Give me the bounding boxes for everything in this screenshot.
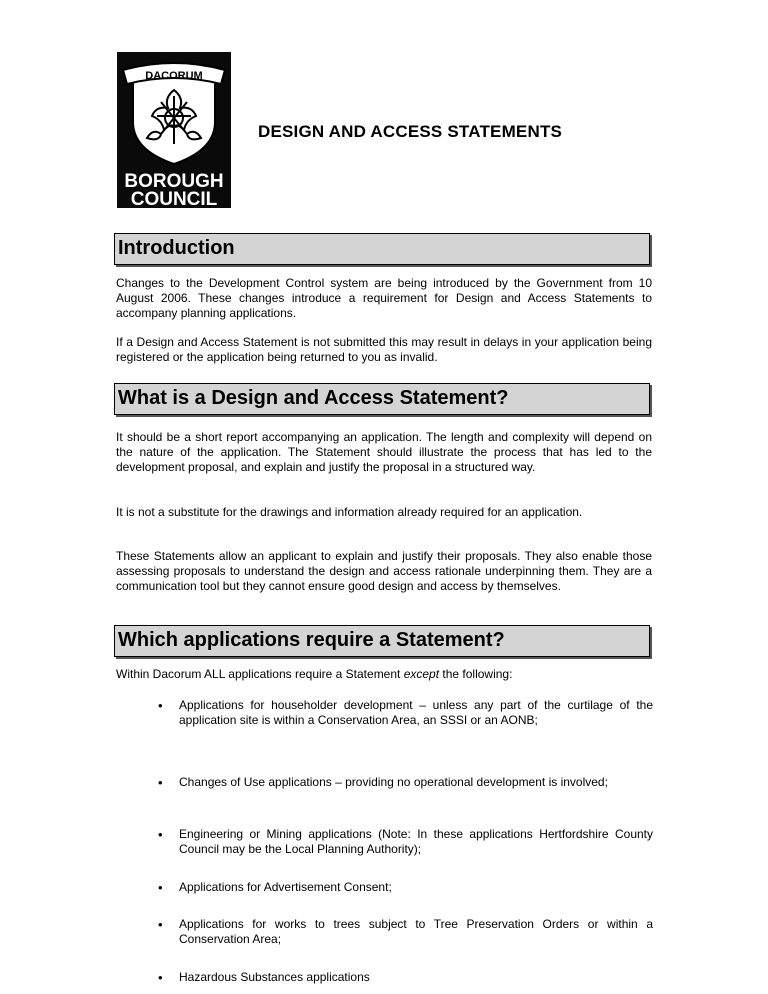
bullet-icon: • bbox=[158, 970, 163, 985]
paragraph: If a Design and Access Statement is not submitted this may result in delays in your application being registered or the application being returned to you as invalid. bbox=[116, 335, 652, 364]
bullet-icon: • bbox=[158, 827, 163, 842]
logo-line-borough: BOROUGH bbox=[124, 171, 224, 192]
bullet-icon: • bbox=[158, 917, 163, 932]
intro-text: the following: bbox=[439, 667, 513, 681]
list-item-text: Changes of Use applications – providing no operational development is involved; bbox=[179, 775, 608, 789]
logo-banner-text: DACORUM bbox=[145, 70, 203, 82]
intro-emphasis: except bbox=[403, 667, 440, 681]
paragraph-intro bbox=[116, 667, 652, 682]
section-heading-text: Which applications require a Statement? bbox=[118, 629, 505, 651]
bullet-icon: • bbox=[158, 775, 163, 790]
paragraph: It should be a short report accompanying an application. The length and complexity will depend on the nature of the application. The Statement should illustrate the process that has led to the development proposal, and explain and justify the proposal in a structured way. bbox=[116, 430, 652, 474]
list-item-text: Hazardous Substances applications bbox=[179, 970, 370, 984]
intro-text: Within Dacorum ALL applications require a Statement bbox=[116, 667, 404, 681]
section-heading-what-is-statement bbox=[114, 383, 650, 415]
section-heading-which-applications bbox=[114, 625, 650, 657]
list-item-text: Applications for works to trees subject to Tree Preservation Orders or within a Conservation Area; bbox=[179, 917, 653, 946]
paragraph: These Statements allow an applicant to explain and justify their proposals. They also enable those assessing proposals to understand the design and access rationale underpinning them. They are a communication tool but they cannot ensure good design and access by themselves. bbox=[116, 549, 652, 593]
bullet-icon: • bbox=[158, 880, 163, 895]
list-item-text: Engineering or Mining applications (Note: In these applications Hertfordshire County Council may be the Local Planning Authority); bbox=[179, 827, 653, 856]
paragraph: It is not a substitute for the drawings and information already required for an application. bbox=[116, 505, 583, 519]
section-heading-text: Introduction bbox=[118, 237, 235, 259]
list-item-text: Applications for householder development – unless any part of the curtilage of the application site is within a Conservation Area, an SSSI or an AONB; bbox=[179, 698, 653, 727]
section-heading-text: What is a Design and Access Statement? bbox=[118, 387, 509, 409]
list-item-text: Applications for Advertisement Consent; bbox=[179, 880, 392, 894]
paragraph: Changes to the Development Control system are being introduced by the Government from 10 August 2006. These changes introduce a requirement for Design and Access Statements to accompany planning applications. bbox=[116, 276, 652, 320]
bullet-icon: • bbox=[158, 698, 163, 713]
section-heading-introduction bbox=[114, 233, 650, 265]
dacorum-borough-council-logo bbox=[117, 52, 231, 208]
logo-line-council: COUNCIL bbox=[130, 189, 218, 208]
document-title: DESIGN AND ACCESS STATEMENTS bbox=[258, 122, 563, 141]
oak-leaf-crest-icon bbox=[117, 52, 231, 208]
